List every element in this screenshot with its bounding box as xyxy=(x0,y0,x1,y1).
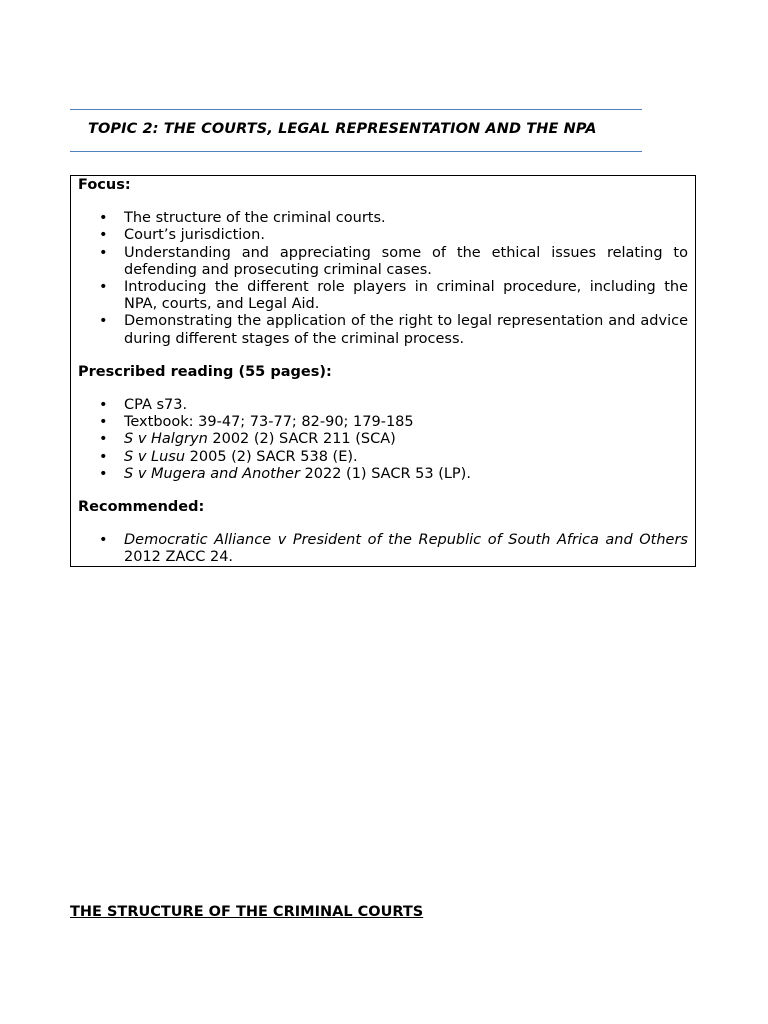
list-item xyxy=(78,466,688,483)
list-item-text: Court’s jurisdiction. xyxy=(124,227,265,244)
list-item xyxy=(78,210,688,227)
focus-box xyxy=(70,175,696,567)
bullet-icon: • xyxy=(99,227,108,244)
case-name: S v Lusu xyxy=(124,448,186,465)
title-top-rule xyxy=(70,109,642,110)
list-item xyxy=(78,245,688,279)
citation-text: 2005 (2) SACR 538 (E). xyxy=(185,448,358,465)
list-item xyxy=(78,313,688,347)
bullet-icon: • xyxy=(99,448,108,465)
list-item xyxy=(78,227,688,244)
recommended-list xyxy=(78,532,688,566)
citation-text: CPA s73. xyxy=(124,397,188,414)
title-bottom-rule xyxy=(70,151,642,152)
list-item xyxy=(78,414,688,431)
recommended-heading: Recommended: xyxy=(78,499,205,516)
list-item xyxy=(78,279,688,313)
list-item xyxy=(78,532,688,566)
bullet-icon: • xyxy=(99,414,108,431)
citation-text: 2022 (1) SACR 53 (LP). xyxy=(299,465,471,482)
citation-text: 2012 ZACC 24. xyxy=(124,549,234,566)
bullet-icon: • xyxy=(99,210,108,227)
list-item xyxy=(78,431,688,448)
bullet-icon: • xyxy=(99,465,108,482)
bullet-icon: • xyxy=(99,313,108,330)
bullet-icon: • xyxy=(99,532,108,549)
list-item-text: Understanding and appreciating some of the ethical issues relating to defending and prosecuting criminal cases. xyxy=(124,244,688,278)
list-item xyxy=(78,449,688,466)
bullet-icon: • xyxy=(99,397,108,414)
citation-text: Textbook: 39-47; 73-77; 82-90; 179-185 xyxy=(124,414,414,431)
bullet-icon: • xyxy=(99,431,108,448)
focus-list xyxy=(78,210,688,348)
citation-text: 2002 (2) SACR 211 (SCA) xyxy=(207,431,396,448)
case-name: S v Mugera and Another xyxy=(124,465,300,482)
list-item xyxy=(78,397,688,414)
list-item-text: Demonstrating the application of the right to legal representation and advice during different stages of the criminal process. xyxy=(124,313,688,347)
list-item-text: Introducing the different role players in criminal procedure, including the NPA, courts, and Legal Aid. xyxy=(124,279,688,313)
list-item-text: The structure of the criminal courts. xyxy=(124,210,386,227)
bullet-icon: • xyxy=(99,279,108,296)
bullet-icon: • xyxy=(99,244,108,261)
case-name: S v Halgryn xyxy=(124,431,208,448)
case-name: Democratic Alliance v President of the Republic of South Africa and Others xyxy=(124,532,688,549)
prescribed-reading-list xyxy=(78,397,688,483)
prescribed-reading-heading: Prescribed reading (55 pages): xyxy=(78,363,332,380)
focus-heading: Focus: xyxy=(78,177,131,193)
topic-title: TOPIC 2: THE COURTS, LEGAL REPRESENTATION AND THE NPA xyxy=(88,121,597,137)
section-heading: THE STRUCTURE OF THE CRIMINAL COURTS xyxy=(70,904,424,920)
